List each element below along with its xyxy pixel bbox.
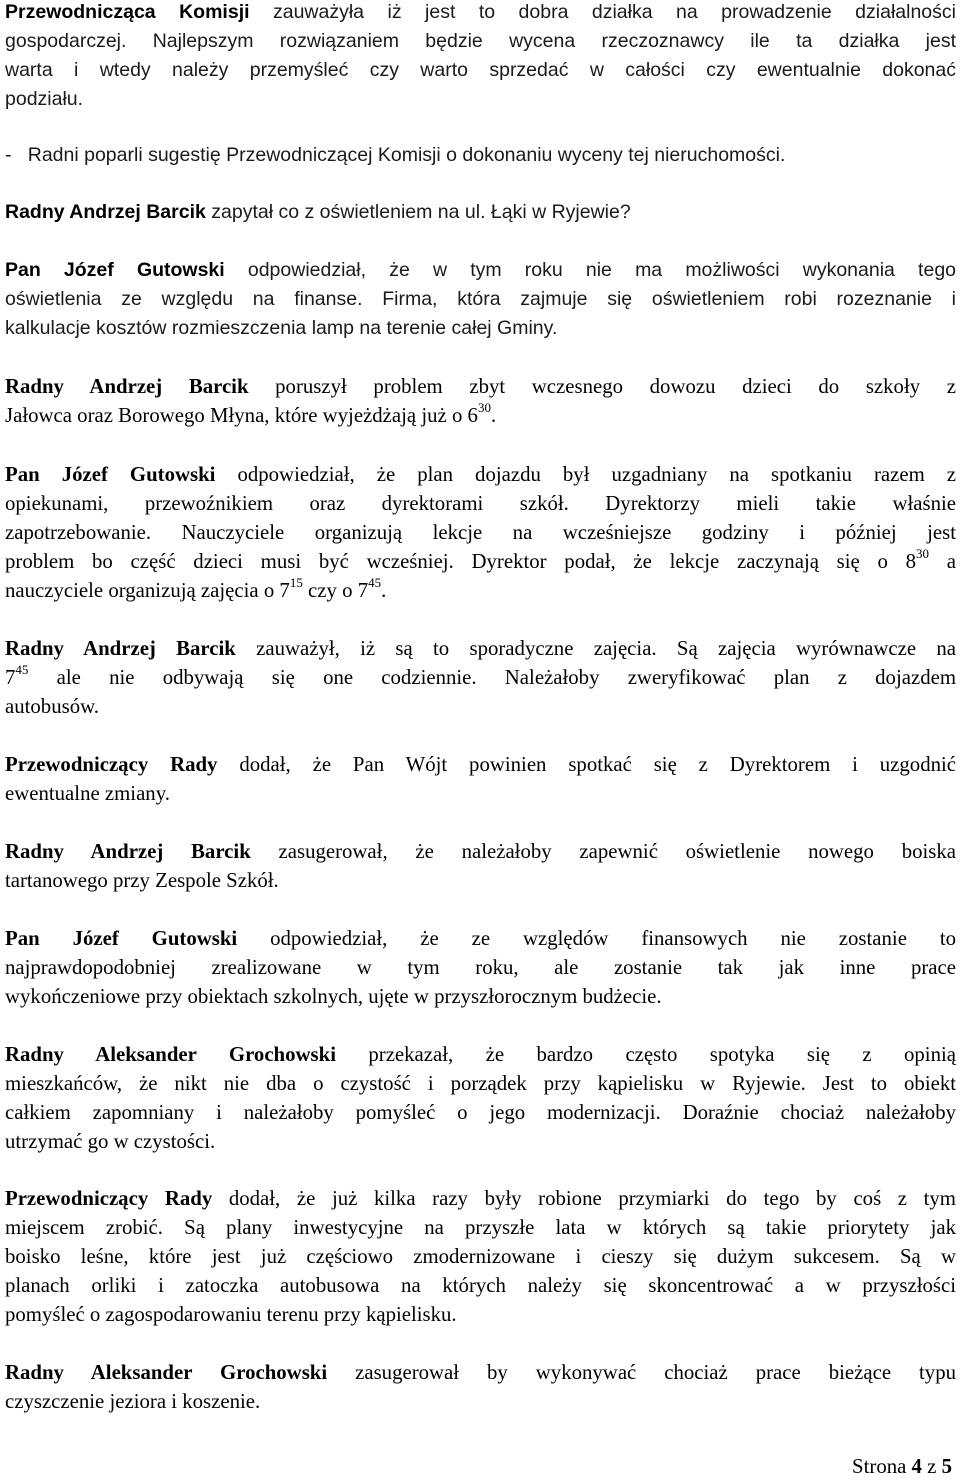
text-line [5, 982, 956, 1011]
superscript-minutes: 45 [15, 662, 29, 678]
text-run: opiekunami, przewoźnikiem oraz dyrektorami szkół. Dyrektorzy mieli takie właśnie [5, 492, 956, 515]
text-line [5, 85, 956, 114]
text-line [5, 576, 956, 605]
text-run: 7 [5, 666, 16, 689]
text-run: czyszczenie jeziora i koszenie. [5, 1390, 261, 1413]
text-line [5, 779, 956, 808]
text-run: - Radni poparli sugestię Przewodniczącej Komisji o dokonaniu wyceny tej nieruchomości. [5, 144, 786, 166]
text-run: odpowiedział, że ze względów finansowych nie zostanie to [237, 927, 957, 950]
speaker-name: Pan Józef Gutowski [5, 927, 238, 950]
text-run: najprawdopodobniej zrealizowane w tym roku, ale zostanie tak jak inne prace [5, 956, 956, 979]
text-line [5, 1127, 956, 1156]
text-line [5, 837, 956, 866]
paragraph [5, 372, 956, 430]
speaker-name: Pan Józef Gutowski [5, 463, 216, 486]
text-line [5, 1387, 956, 1416]
text-line [5, 1271, 956, 1300]
text-run: wykończeniowe przy obiektach szkolnych, ujęte w przyszłorocznym budżecie. [5, 985, 662, 1008]
text-run: tartanowego przy Zespole Szkół. [5, 869, 279, 892]
speaker-name: Przewodniczący Rady [5, 753, 218, 776]
text-line [5, 1242, 956, 1271]
superscript-minutes: 30 [477, 400, 491, 416]
text-line [5, 866, 956, 895]
text-run: ale nie odbywają się one codziennie. Należałoby zweryfikować plan z dojazdem [28, 666, 956, 689]
speaker-name: Radny Aleksander Grochowski [5, 1043, 336, 1066]
paragraph [5, 198, 956, 227]
text-line [5, 634, 956, 663]
text-run: oświetlenia ze względu na finanse. Firma, która zajmuje się oświetleniem robi rozeznanie i [5, 288, 956, 310]
text-run: zasugerował by wykonywać chociaż prace bieżące typu [327, 1361, 956, 1384]
footer-current-page: 4 [911, 1455, 922, 1478]
text-run: boisko leśne, które jest już częściowo zmodernizowane i cieszy się dużym sukcesem. Są w [5, 1245, 956, 1268]
text-line [5, 401, 956, 430]
paragraph [5, 256, 956, 343]
text-line [5, 285, 956, 314]
paragraph [5, 924, 956, 1011]
text-run: autobusów. [5, 695, 99, 718]
paragraph [5, 1184, 956, 1329]
text-line [5, 1040, 956, 1069]
text-run: poruszył problem zbyt wczesnego dowozu dzieci do szkoły z [248, 375, 956, 398]
text-line [5, 198, 956, 227]
text-line [5, 256, 956, 285]
text-run: dodał, że Pan Wójt powinien spotkać się z Dyrektorem i uzgodnić [217, 753, 956, 776]
text-line [5, 489, 956, 518]
text-line [5, 1184, 956, 1213]
text-run: nauczyciele organizują zajęcia o 7 [5, 579, 290, 602]
speaker-name: Przewodnicząca Komisji [5, 1, 250, 23]
text-line [5, 372, 956, 401]
paragraph [5, 750, 956, 808]
text-run: całkiem zapomniany i należałoby pomyśleć o jego modernizacji. Doraźnie chociaż należałoby [5, 1101, 956, 1124]
superscript-minutes: 45 [368, 575, 382, 591]
text-line [5, 1069, 956, 1098]
superscript-minutes: 30 [916, 546, 930, 562]
text-run: . [381, 579, 387, 602]
text-run: pomyśleć o zagospodarowaniu terenu przy kąpielisku. [5, 1303, 457, 1326]
text-line [5, 518, 956, 547]
text-run: odpowiedział, że w tym roku nie ma możliwości wykonania tego [224, 259, 957, 281]
text-line [5, 314, 956, 343]
text-run: zapotrzebowanie. Nauczyciele organizują lekcje na wcześniejsze godziny i później jest [5, 521, 956, 544]
text-run: ewentualne zmiany. [5, 782, 170, 805]
text-line [5, 547, 956, 576]
paragraph [5, 837, 956, 895]
text-run: problem bo część dzieci musi być wcześniej. Dyrektor podał, że lekcje zaczynają się o 8 [5, 550, 917, 573]
text-run: kalkulacje kosztów rozmieszczenia lamp na terenie całej Gminy. [5, 317, 558, 339]
text-line [5, 692, 956, 721]
text-line [5, 1213, 956, 1242]
speaker-name: Przewodniczący Rady [5, 1187, 213, 1210]
footer-middle: z [921, 1455, 942, 1478]
superscript-minutes: 15 [289, 575, 303, 591]
text-run: odpowiedział, że plan dojazdu był uzgadniany na spotkaniu razem z [215, 463, 956, 486]
text-run: mieszkańców, że nikt nie dba o czystość i porządek przy kąpielisku w Ryjewie. Jest to obiekt [5, 1072, 956, 1095]
paragraph [5, 460, 956, 605]
speaker-name: Radny Andrzej Barcik [5, 840, 251, 863]
text-run: dodał, że już kilka razy były robione przymiarki do tego by coś z tym [212, 1187, 956, 1210]
text-run: a [929, 550, 956, 573]
text-run: zauważył, iż są to sporadyczne zajęcia. Są zajęcia wyrównawcze na [235, 637, 956, 660]
paragraph [5, 1040, 956, 1156]
text-run: utrzymać go w czystości. [5, 1130, 216, 1153]
text-run: zasugerował, że należałoby zapewnić oświetlenie nowego boiska [250, 840, 957, 863]
speaker-name: Radny Andrzej Barcik [5, 637, 236, 660]
text-run: czy o 7 [302, 579, 369, 602]
text-line [5, 56, 956, 85]
text-line [5, 27, 956, 56]
text-run: planach orliki i zatoczka autobusowa na których należy się skoncentrować a w przyszłości [5, 1274, 956, 1297]
footer-prefix: Strona [852, 1455, 912, 1478]
text-line [5, 141, 956, 170]
text-line [5, 460, 956, 489]
text-line [5, 1300, 956, 1329]
text-line [5, 924, 956, 953]
text-run: podziału. [5, 88, 84, 110]
document-page [5, 0, 956, 1480]
paragraph [5, 0, 956, 114]
paragraph [5, 634, 956, 721]
text-run: gospodarczej. Najlepszym rozwiązaniem będzie wycena rzeczoznawcy ile ta działka jest [5, 30, 956, 52]
text-run: miejscem zrobić. Są plany inwestycyjne na przyszłe lata w których są takie priorytety jak [5, 1216, 956, 1239]
paragraph [5, 141, 956, 170]
speaker-name: Pan Józef Gutowski [5, 259, 225, 281]
text-line [5, 1098, 956, 1127]
text-run: . [490, 404, 497, 427]
speaker-name: Radny Aleksander Grochowski [5, 1361, 328, 1384]
text-run: zapytał co z oświetleniem na ul. Łąki w Ryjewie? [205, 201, 631, 223]
footer-total-pages: 5 [941, 1455, 952, 1478]
text-run: warta i wtedy należy przemyśleć czy warto sprzedać w całości czy ewentualnie dokonać [5, 59, 956, 81]
text-line [5, 663, 956, 692]
page-footer [852, 1452, 952, 1481]
text-line [5, 750, 956, 779]
speaker-name: Radny Andrzej Barcik [5, 375, 249, 398]
text-line [5, 953, 956, 982]
paragraph [5, 1358, 956, 1416]
text-line [5, 0, 956, 27]
text-line [5, 1358, 956, 1387]
text-run: zauważyła iż jest to dobra działka na prowadzenie działalności [249, 1, 956, 23]
text-run: przekazał, że bardzo często spotyka się z opinią [335, 1043, 956, 1066]
text-run: Jałowca oraz Borowego Młyna, które wyjeżdżają już o 6 [5, 404, 478, 427]
speaker-name: Radny Andrzej Barcik [5, 201, 206, 223]
